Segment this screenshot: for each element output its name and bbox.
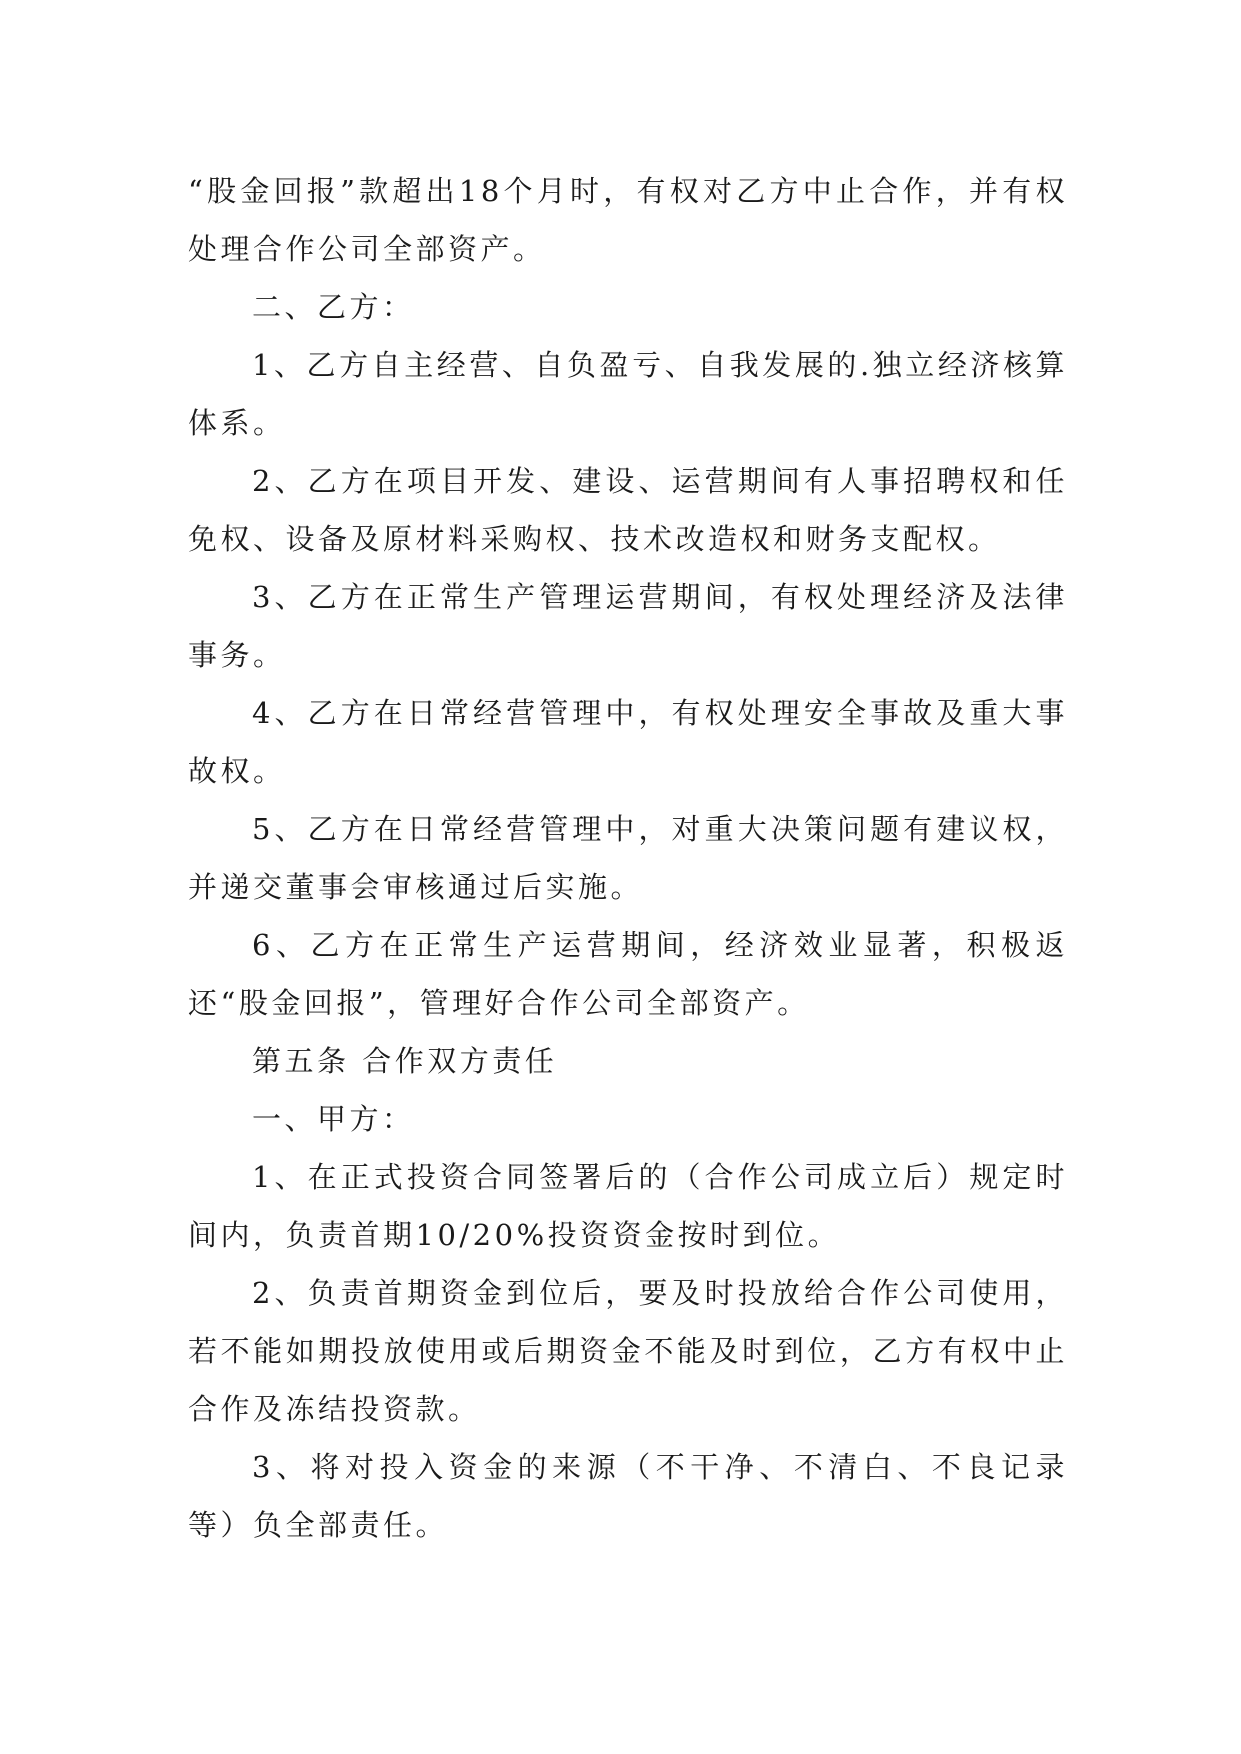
article-five-heading: 第五条 合作双方责任	[252, 1044, 558, 1078]
paragraph-b-rights-5: 5、乙方在日常经营管理中，对重大决策问题有建议权，并递交董事会审核通过后实施。	[188, 812, 1068, 904]
paragraph-b-rights-2: 2、乙方在项目开发、建设、运营期间有人事招聘权和任免权、设备及原材料采购权、技术改造权和财务支配权。	[188, 464, 1068, 556]
heading-party-b-rights: 二、乙方：	[252, 290, 415, 324]
paragraph-b-rights-3: 3、乙方在正常生产管理运营期间，有权处理经济及法律事务。	[188, 580, 1068, 672]
paragraph-a-duties-1: 1、在正式投资合同签署后的（合作公司成立后）规定时间内，负责首期10/20%投资资金按时到位。	[188, 1160, 1068, 1252]
paragraph-continuation: “股金回报”款超出18个月时，有权对乙方中止合作，并有权处理合作公司全部资产。	[188, 174, 1068, 266]
document-body	[188, 162, 1068, 1554]
paragraph-b-rights-1: 1、乙方自主经营、自负盈亏、自我发展的.独立经济核算体系。	[188, 348, 1068, 440]
paragraph-a-duties-2: 2、负责首期资金到位后，要及时投放给合作公司使用，若不能如期投放使用或后期资金不能及时到位，乙方有权中止合作及冻结投资款。	[188, 1276, 1068, 1426]
heading-party-a-duties: 一、甲方：	[252, 1102, 415, 1136]
paragraph-a-duties-3: 3、将对投入资金的来源（不干净、不清白、不良记录等）负全部责任。	[188, 1450, 1068, 1542]
paragraph-b-rights-4: 4、乙方在日常经营管理中，有权处理安全事故及重大事故权。	[188, 696, 1068, 788]
paragraph-b-rights-6: 6、乙方在正常生产运营期间，经济效业显著，积极返还“股金回报”，管理好合作公司全部资产。	[188, 928, 1068, 1020]
